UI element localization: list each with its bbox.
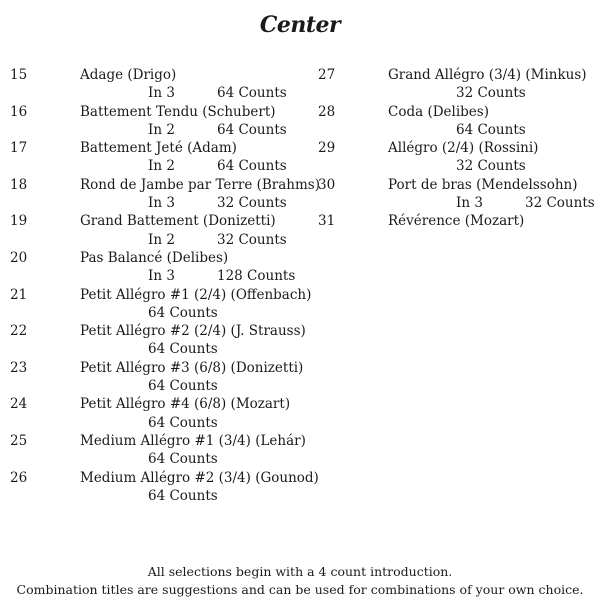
selection-number: 18: [10, 176, 28, 193]
selection-counts: 32 Counts: [217, 231, 287, 248]
selection-detail: [148, 267, 295, 285]
selection-meter: In 3: [148, 195, 175, 212]
selection-detail: [148, 450, 218, 468]
selection-title: Battement Jeté (Adam): [80, 140, 237, 157]
selection-counts: 32 Counts: [217, 195, 287, 212]
selection-number: 19: [10, 213, 28, 230]
selection-title: Petit Allégro #1 (2/4) (Offenbach): [80, 286, 312, 303]
selection-detail: [148, 231, 287, 249]
selection-item: [312, 212, 600, 249]
footer-note-intro: All selections begin with a 4 count introduction.: [147, 564, 453, 579]
selection-counts: 64 Counts: [148, 378, 218, 395]
selection-detail: [148, 487, 218, 505]
selection-number: 15: [10, 67, 28, 83]
selection-detail: [456, 194, 595, 212]
selection-item: [0, 359, 310, 396]
selection-number: 23: [10, 359, 28, 376]
selection-item: [0, 139, 310, 176]
selection-meter: In 2: [148, 231, 175, 248]
selection-detail: [148, 194, 287, 212]
selection-counts: 64 Counts: [148, 487, 218, 504]
selection-title: Pas Balancé (Delibes): [80, 250, 229, 266]
selection-item: [312, 66, 600, 103]
selection-title: Adage (Drigo): [80, 67, 177, 83]
selection-title: Révérence (Mozart): [388, 213, 525, 230]
selection-detail: [148, 340, 218, 358]
selection-number: 17: [10, 140, 28, 157]
selection-item: [312, 139, 600, 176]
selection-item: [0, 322, 310, 359]
selection-counts: 128 Counts: [217, 268, 296, 285]
selection-number: 16: [10, 103, 28, 120]
footer-note-suggestions: Combination titles are suggestions and can be used for combinations of your own choice.: [16, 582, 584, 597]
selection-detail: [456, 121, 526, 139]
selection-number: 30: [318, 176, 336, 193]
selection-number: 20: [10, 250, 28, 266]
selection-item: [0, 469, 319, 506]
selection-detail: [148, 304, 218, 322]
selection-detail: [148, 414, 218, 432]
selection-item: [0, 212, 310, 249]
selection-item: [312, 103, 600, 140]
selection-meter: In 3: [456, 195, 483, 212]
selection-item: [0, 249, 310, 286]
selection-detail: [456, 157, 526, 175]
selection-item: [0, 286, 310, 323]
selection-title: Medium Allégro #2 (3/4) (Gounod): [80, 469, 319, 486]
selection-meter: In 2: [148, 158, 175, 175]
selection-meter: In 3: [148, 268, 175, 285]
selection-title: Allégro (2/4) (Rossini): [388, 140, 539, 157]
selection-counts: 64 Counts: [217, 158, 287, 175]
selection-title: Battement Tendu (Schubert): [80, 103, 276, 120]
selection-detail: [456, 84, 526, 102]
selection-number: 22: [10, 323, 28, 340]
selection-counts: 64 Counts: [217, 85, 287, 102]
selection-number: 28: [318, 103, 336, 120]
selection-counts: 32 Counts: [525, 195, 595, 212]
selection-title: Medium Allégro #1 (3/4) (Lehár): [80, 433, 306, 449]
selection-counts: 64 Counts: [217, 121, 287, 138]
selection-detail: [148, 84, 287, 102]
selection-counts: 32 Counts: [456, 158, 526, 175]
selection-detail: [148, 121, 287, 139]
selection-counts: 64 Counts: [456, 121, 526, 138]
selection-number: 25: [10, 433, 28, 449]
selection-item: [0, 103, 310, 140]
selection-title: Coda (Delibes): [388, 103, 489, 120]
selection-title: Grand Allégro (3/4) (Minkus): [388, 67, 587, 83]
selection-title: Rond de Jambe par Terre (Brahms): [80, 176, 320, 193]
selection-meter: In 2: [148, 121, 175, 138]
selection-counts: 64 Counts: [148, 451, 218, 468]
selection-number: 26: [10, 469, 28, 486]
selection-title: Petit Allégro #4 (6/8) (Mozart): [80, 396, 291, 413]
selection-item: [312, 176, 600, 213]
selection-counts: 64 Counts: [148, 304, 218, 321]
selection-number: 27: [318, 67, 336, 83]
selection-item: [0, 66, 310, 103]
page-title: Center: [259, 12, 341, 38]
selection-title: Petit Allégro #2 (2/4) (J. Strauss): [80, 323, 306, 340]
selection-item: [0, 432, 310, 469]
selection-counts: 64 Counts: [148, 414, 218, 431]
selection-title: Grand Battement (Donizetti): [80, 213, 276, 230]
selection-meter: In 3: [148, 85, 175, 102]
selection-item: [0, 395, 310, 432]
selection-detail: [148, 377, 218, 395]
selection-number: 31: [318, 213, 336, 230]
selection-number: 29: [318, 140, 336, 157]
selection-title: Port de bras (Mendelssohn): [388, 176, 578, 193]
selection-item: [0, 176, 320, 213]
selection-counts: 64 Counts: [148, 341, 218, 358]
selection-detail: [148, 157, 287, 175]
selection-number: 21: [10, 286, 28, 303]
selection-counts: 32 Counts: [456, 85, 526, 102]
selection-title: Petit Allégro #3 (6/8) (Donizetti): [80, 359, 304, 376]
selection-number: 24: [10, 396, 28, 413]
